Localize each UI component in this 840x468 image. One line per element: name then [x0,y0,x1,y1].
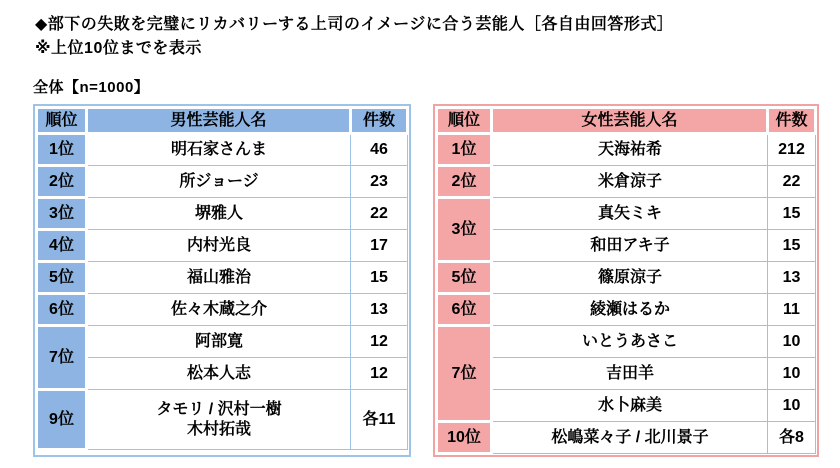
rank-column-header: 順位 [37,108,87,134]
rank-cell-merged: 3位 [437,198,492,262]
table-row [37,262,408,294]
name-cell: 水卜麻美 [492,390,768,422]
name-cell: 綾瀬はるか [492,294,768,326]
count-cell: 各11 [351,390,408,450]
count-cell: 10 [768,326,816,358]
count-cell: 17 [351,230,408,262]
table-row [437,166,816,198]
rank-cell: 10位 [437,422,492,454]
table-row [37,134,408,166]
name-cell: 佐々木蔵之介 [87,294,351,326]
table-row [437,134,816,166]
table-row [37,358,408,390]
table-row [437,358,816,390]
count-cell: 212 [768,134,816,166]
name-cell: 米倉涼子 [492,166,768,198]
female-ranking-table [433,104,819,457]
count-cell: 15 [768,198,816,230]
table-row [437,390,816,422]
name-cell: 明石家さんま [87,134,351,166]
male-ranking-table [33,104,411,457]
rank-cell: 5位 [437,262,492,294]
figure-note: ※上位10位までを表示 [35,40,202,57]
name-column-header: 女性芸能人名 [492,108,768,134]
rank-cell: 2位 [437,166,492,198]
table-row [437,262,816,294]
name-cell: 篠原涼子 [492,262,768,294]
name-cell: 松本人志 [87,358,351,390]
count-column-header: 件数 [768,108,816,134]
table-row [37,198,408,230]
table-row [437,198,816,230]
header-block [0,0,840,97]
count-cell: 46 [351,134,408,166]
sample-size-label: 全体【n=1000】 [33,79,150,96]
count-cell: 12 [351,326,408,358]
table-row [437,230,816,262]
ranking-tables [33,104,840,457]
name-column-header: 男性芸能人名 [87,108,351,134]
count-cell: 15 [768,230,816,262]
rank-cell: 1位 [437,134,492,166]
count-cell: 13 [351,294,408,326]
count-cell: 22 [768,166,816,198]
table-row [437,422,816,454]
rank-cell: 3位 [37,198,87,230]
name-line-1: タモリ / 沢村一樹 [156,400,282,418]
name-cell: 阿部寛 [87,326,351,358]
table-row [437,326,816,358]
name-cell-two-lines [87,390,351,450]
rank-cell: 2位 [37,166,87,198]
table-row [37,390,408,450]
rank-cell-merged: 7位 [37,326,87,390]
count-cell: 11 [768,294,816,326]
count-column-header: 件数 [351,108,408,134]
table-row [37,166,408,198]
table-header-row [437,108,816,134]
rank-cell-merged: 7位 [437,326,492,422]
name-cell: 真矢ミキ [492,198,768,230]
table-row [437,294,816,326]
name-line-2: 木村拓哉 [186,420,251,438]
rank-cell: 4位 [37,230,87,262]
name-cell: 天海祐希 [492,134,768,166]
count-cell: 各8 [768,422,816,454]
count-cell: 10 [768,390,816,422]
table-header-row [37,108,408,134]
name-cell: 和田アキ子 [492,230,768,262]
figure-title: ◆部下の失敗を完璧にリカバリーする上司のイメージに合う芸能人［各自由回答形式］ [35,16,674,33]
rank-cell: 6位 [437,294,492,326]
count-cell: 10 [768,358,816,390]
rank-cell: 6位 [37,294,87,326]
count-cell: 22 [351,198,408,230]
name-cell: 堺雅人 [87,198,351,230]
count-cell: 12 [351,358,408,390]
rank-cell: 1位 [37,134,87,166]
rank-cell: 9位 [37,390,87,450]
name-cell: 松嶋菜々子 / 北川景子 [492,422,768,454]
table-row [37,326,408,358]
name-cell: 吉田羊 [492,358,768,390]
table-row [37,294,408,326]
name-cell: 所ジョージ [87,166,351,198]
name-cell: いとうあさこ [492,326,768,358]
rank-column-header: 順位 [437,108,492,134]
count-cell: 13 [768,262,816,294]
rank-cell: 5位 [37,262,87,294]
count-cell: 23 [351,166,408,198]
count-cell: 15 [351,262,408,294]
name-cell: 福山雅治 [87,262,351,294]
table-row [37,230,408,262]
name-cell: 内村光良 [87,230,351,262]
